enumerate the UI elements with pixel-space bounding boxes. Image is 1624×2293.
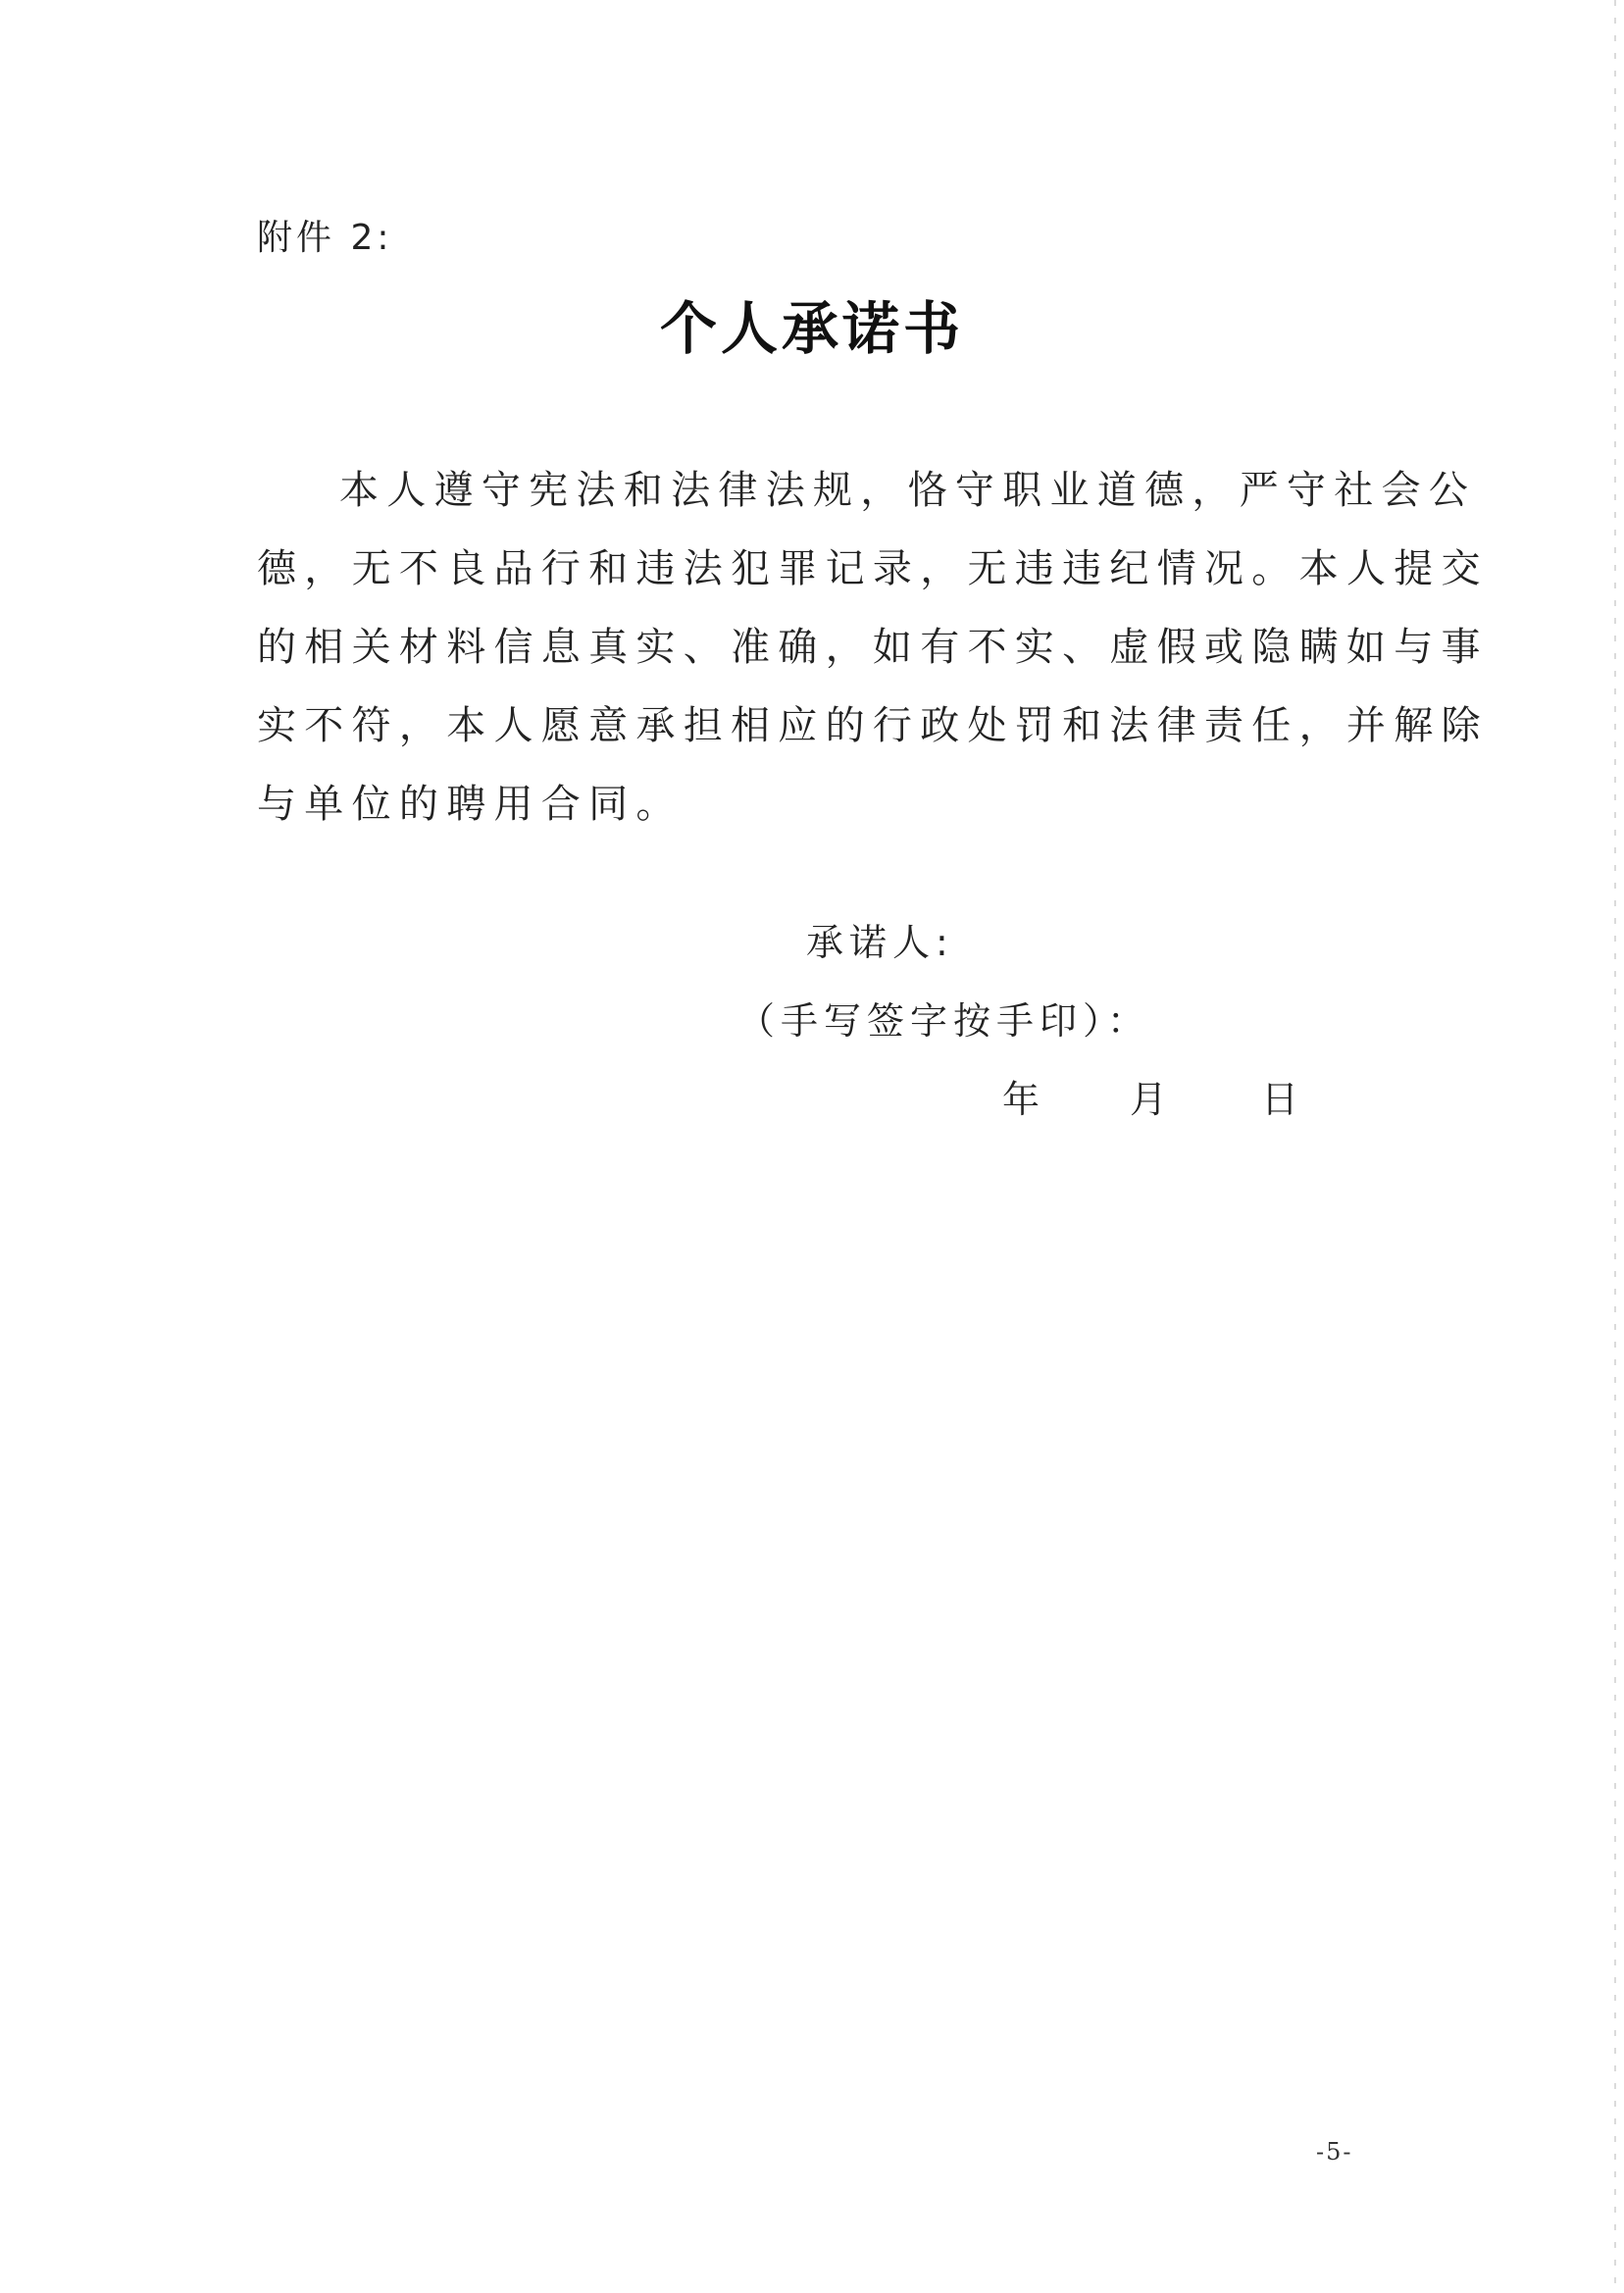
date-year-label: 年	[1002, 1078, 1040, 1121]
body-line: 的相关材料信息真实、准确，如有不实、虚假或隐瞒如与事	[257, 625, 1489, 670]
body-line: 实不符，本人愿意承担相应的行政处罚和法律责任，并解除	[257, 703, 1489, 748]
document-title: 个人承诺书	[659, 295, 964, 362]
date-line	[1002, 1069, 1298, 1123]
body-line: 本人遵守宪法和法律法规，恪守职业道德，严守社会公	[339, 468, 1477, 513]
attachment-label: 附件 2:	[257, 218, 393, 258]
commitment-body	[257, 451, 1489, 843]
body-line: 与单位的聘用合同。	[257, 782, 684, 827]
signer-label: 承诺人:	[806, 921, 954, 964]
signature-note: （手写签字按手印）：	[737, 999, 1151, 1043]
page-number: -5-	[1316, 2138, 1353, 2166]
body-line: 德，无不良品行和违法犯罪记录，无违违纪情况。本人提交	[257, 546, 1489, 591]
date-month-label: 月	[1130, 1078, 1168, 1121]
date-day-label: 日	[1261, 1078, 1299, 1121]
